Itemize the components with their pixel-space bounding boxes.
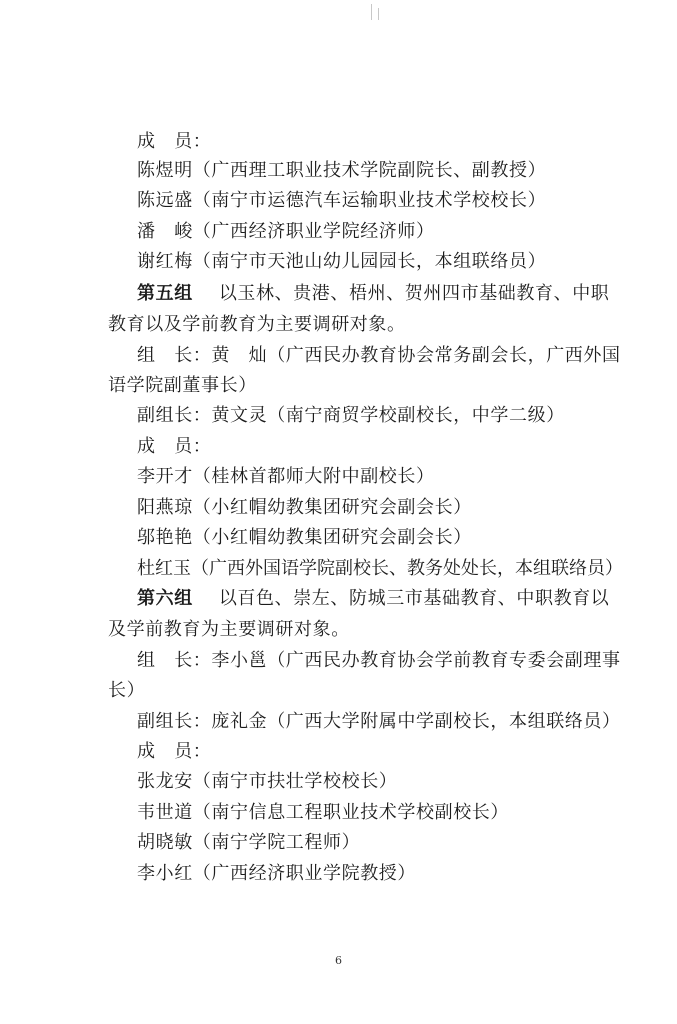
member-line: 谢红梅（南宁市天池山幼儿园园长，本组联络员） (137, 251, 547, 272)
member-line: 阳燕琼（小红帽幼教集团研究会副会长） (137, 497, 472, 518)
member-line: 杜红玉（广西外国语学院副校长、教务处处长，本组联络员） (137, 558, 623, 579)
member-line: 胡晓敏（南宁学院工程师） (137, 832, 361, 853)
group5-deputy: 副组长：黄文灵（南宁商贸学校副校长，中学二级） (137, 405, 565, 426)
group5-title: 第五组 (137, 283, 193, 304)
members-label: 成 员： (137, 131, 212, 152)
member-line: 李小红（广西经济职业学院教授） (137, 863, 416, 884)
group5-heading (137, 282, 609, 306)
group5-desc-cont: 教育以及学前教育为主要调研对象。 (108, 314, 406, 335)
group6-members-label: 成 员： (137, 741, 212, 762)
group5-leader-cont: 语学院副董事长） (108, 375, 257, 396)
member-line: 韦世道（南宁信息工程职业技术学校副校长） (137, 802, 509, 823)
page-number: 6 (335, 954, 342, 967)
member-line: 张龙安（南宁市扶壮学校校长） (137, 771, 398, 792)
group5-members-label: 成 员： (137, 436, 212, 457)
group6-heading (137, 587, 609, 611)
group6-title: 第六组 (137, 588, 193, 609)
group6-leader: 组 长：李小邕（广西民办教育协会学前教育专委会副理事 (137, 650, 621, 671)
group6-desc-cont: 及学前教育为主要调研对象。 (108, 619, 350, 640)
member-line: 李开才（桂林首都师大附中副校长） (137, 466, 435, 487)
member-line: 陈煜明（广西理工职业技术学院副院长、副教授） (137, 160, 547, 181)
group5-desc: 以玉林、贵港、梧州、贺州四市基础教育、中职 (218, 283, 610, 304)
member-line: 邬艳艳（小红帽幼教集团研究会副会长） (137, 527, 472, 548)
group6-deputy: 副组长：庞礼金（广西大学附属中学副校长，本组联络员） (137, 711, 621, 732)
member-line: 陈远盛（南宁市运德汽车运输职业技术学校校长） (137, 190, 547, 211)
group6-desc: 以百色、崇左、防城三市基础教育、中职教育以 (218, 588, 610, 609)
member-line: 潘 峻（广西经济职业学院经济师） (137, 221, 435, 242)
group5-leader: 组 长：黄 灿（广西民办教育协会常务副会长，广西外国 (137, 345, 621, 366)
group6-leader-cont: 长） (108, 680, 146, 701)
